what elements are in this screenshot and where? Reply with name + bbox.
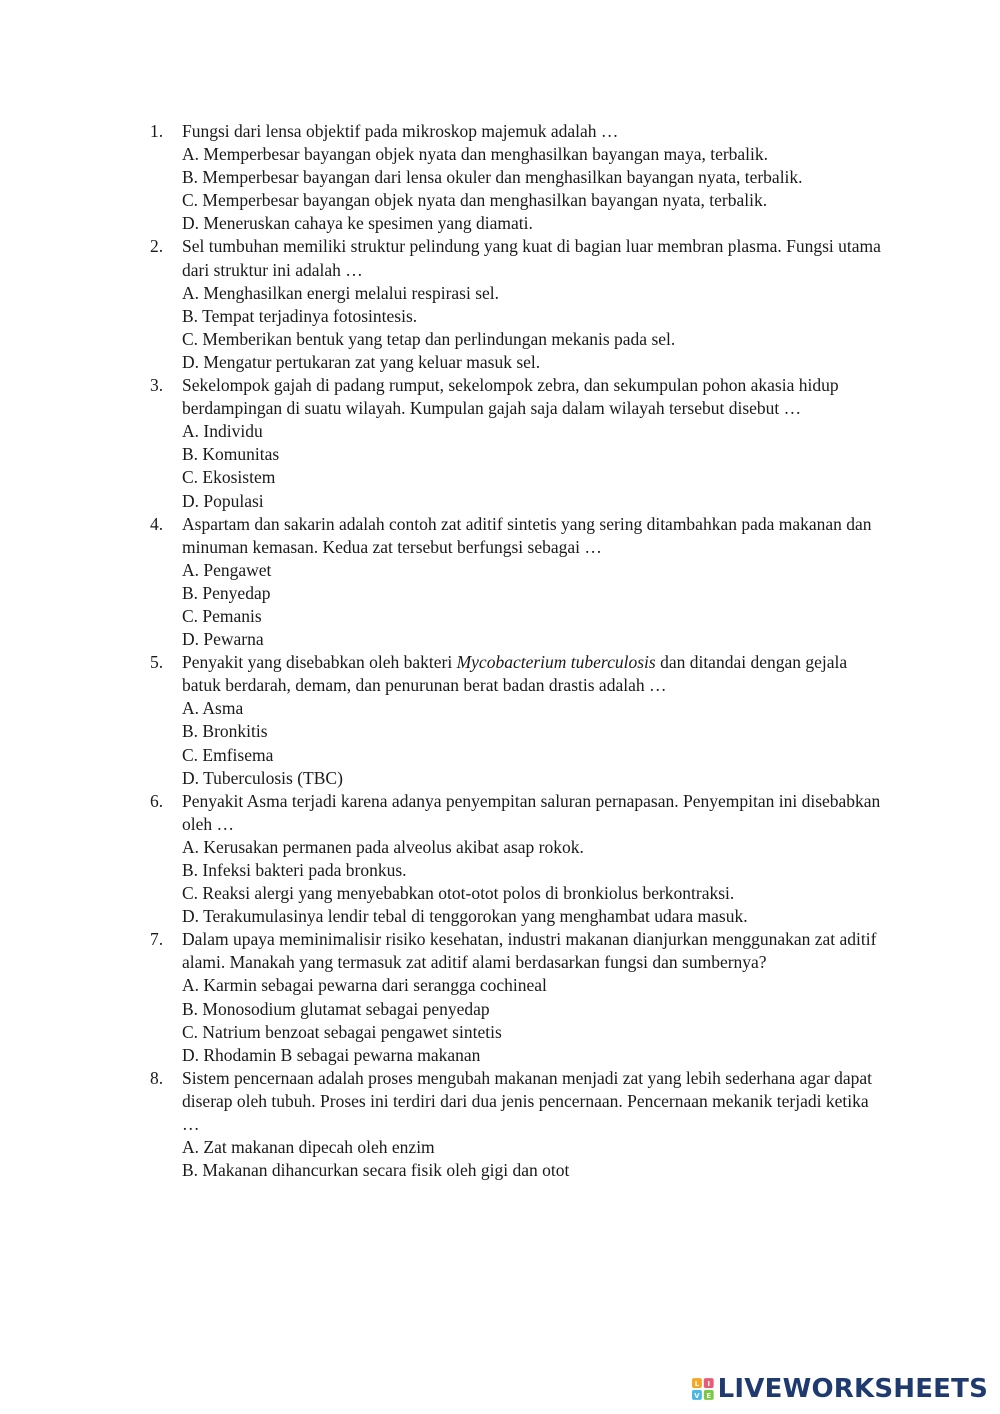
answer-option: B. Makanan dihancurkan secara fisik oleh gigi dan otot	[182, 1160, 570, 1181]
question-body	[182, 513, 890, 652]
question-item	[150, 1067, 890, 1182]
question-number: 2.	[150, 236, 164, 257]
liveworksheets-logo	[692, 1372, 988, 1406]
question-item	[150, 651, 890, 790]
question-item	[150, 374, 890, 513]
answer-option: C. Reaksi alergi yang menyebabkan otot-otot polos di bronkiolus berkontraksi.	[182, 883, 735, 904]
answer-option: D. Pewarna	[182, 629, 264, 650]
answer-option: B. Tempat terjadinya fotosintesis.	[182, 305, 418, 326]
answer-option: A. Pengawet	[182, 559, 272, 580]
question-body	[182, 374, 890, 513]
question-text: Penyakit Asma terjadi karena adanya penyempitan saluran pernapasan. Penyempitan ini disebabkan oleh …	[182, 790, 881, 834]
answer-option: B. Penyedap	[182, 582, 271, 603]
question-text-part: Penyakit yang disebabkan oleh bakteri	[182, 652, 457, 673]
question-body	[182, 235, 890, 374]
logo-text: LIVEWORKSHEETS	[717, 1374, 988, 1404]
question-item	[150, 513, 890, 652]
logo-mark-icon	[692, 1378, 714, 1400]
answer-option: C. Natrium benzoat sebagai pengawet sintetis	[182, 1021, 502, 1042]
question-body	[182, 928, 890, 1067]
question-number: 3.	[150, 375, 164, 396]
question-list	[150, 120, 890, 1182]
answer-option: D. Meneruskan cahaya ke spesimen yang diamati.	[182, 213, 533, 234]
answer-option: C. Ekosistem	[182, 467, 276, 488]
question-text: Fungsi dari lensa objektif pada mikroskop majemuk adalah …	[182, 121, 619, 141]
question-item	[150, 790, 890, 929]
question-item	[150, 120, 890, 235]
answer-option: B. Monosodium glutamat sebagai penyedap	[182, 998, 490, 1019]
question-body	[182, 651, 890, 790]
answer-option: A. Individu	[182, 421, 263, 442]
question-text: Sel tumbuhan memiliki struktur pelindung yang kuat di bagian luar membran plasma. Fungsi utama dari struktur ini adalah …	[182, 236, 881, 280]
answer-option: D. Mengatur pertukaran zat yang keluar masuk sel.	[182, 351, 541, 372]
worksheet-content	[150, 120, 890, 1182]
answer-option: C. Pemanis	[182, 605, 262, 626]
answer-option: A. Kerusakan permanen pada alveolus akibat asap rokok.	[182, 836, 584, 857]
answer-option: B. Bronkitis	[182, 721, 268, 742]
answer-option: B. Memperbesar bayangan dari lensa okuler dan menghasilkan bayangan nyata, terbalik.	[182, 167, 803, 188]
answer-option: A. Memperbesar bayangan objek nyata dan menghasilkan bayangan maya, terbalik.	[182, 144, 769, 165]
answer-option: B. Komunitas	[182, 444, 280, 465]
answer-option: D. Tuberculosis (TBC)	[182, 767, 343, 788]
question-body	[182, 120, 890, 235]
logo-mark-letter: V	[694, 1391, 700, 1400]
answer-option: A. Karmin sebagai pewarna dari serangga cochineal	[182, 975, 547, 996]
question-number: 1.	[150, 121, 164, 141]
question-number: 7.	[150, 929, 164, 950]
question-number: 4.	[150, 513, 164, 534]
answer-option: A. Menghasilkan energi melalui respirasi sel.	[182, 282, 500, 303]
species-name: Mycobacterium tuberculosis	[456, 652, 656, 673]
question-body	[182, 1067, 890, 1182]
logo-mark-letter: I	[707, 1380, 711, 1389]
answer-option: C. Memberikan bentuk yang tetap dan perlindungan mekanis pada sel.	[182, 328, 676, 349]
answer-option: D. Populasi	[182, 490, 264, 511]
question-text: Sistem pencernaan adalah proses mengubah makanan menjadi zat yang lebih sederhana agar dapat diserap oleh tubuh. Proses ini terdiri dari dua jenis pencernaan. Pencernaan mekanik terjadi ketika …	[182, 1067, 872, 1135]
question-text	[182, 651, 890, 697]
answer-option: D. Terakumulasinya lendir tebal di tenggorokan yang menghambat udara masuk.	[182, 906, 748, 927]
answer-option: C. Emfisema	[182, 744, 274, 765]
answer-option: B. Infeksi bakteri pada bronkus.	[182, 860, 407, 880]
question-text: Dalam upaya meminimalisir risiko kesehatan, industri makanan dianjurkan menggunakan zat aditif alami. Manakah yang termasuk zat aditif alami berdasarkan fungsi dan sumbernya?	[182, 929, 877, 973]
logo-mark-letter: E	[706, 1391, 712, 1400]
answer-option: A. Zat makanan dipecah oleh enzim	[182, 1137, 435, 1158]
question-text: Sekelompok gajah di padang rumput, sekelompok zebra, dan sekumpulan pohon akasia hidup berdampingan di suatu wilayah. Kumpulan gajah saja dalam wilayah tersebut disebut …	[182, 375, 839, 419]
answer-option: A. Asma	[182, 698, 244, 719]
question-text-part: dan ditandai dengan gejala batuk berdarah, demam, dan penurunan berat badan drastis adalah …	[182, 652, 848, 696]
question-number: 5.	[150, 652, 164, 673]
question-number: 6.	[150, 790, 164, 811]
question-text: Aspartam dan sakarin adalah contoh zat aditif sintetis yang sering ditambahkan pada makanan dan minuman kemasan. Kedua zat tersebut berfungsi sebagai …	[182, 513, 872, 557]
question-item	[150, 928, 890, 1067]
logo-mark-letter: L	[694, 1380, 700, 1389]
question-body	[182, 790, 890, 929]
answer-option: D. Rhodamin B sebagai pewarna makanan	[182, 1044, 481, 1065]
answer-option: C. Memperbesar bayangan objek nyata dan menghasilkan bayangan nyata, terbalik.	[182, 190, 768, 211]
question-number: 8.	[150, 1067, 164, 1088]
question-item	[150, 235, 890, 374]
